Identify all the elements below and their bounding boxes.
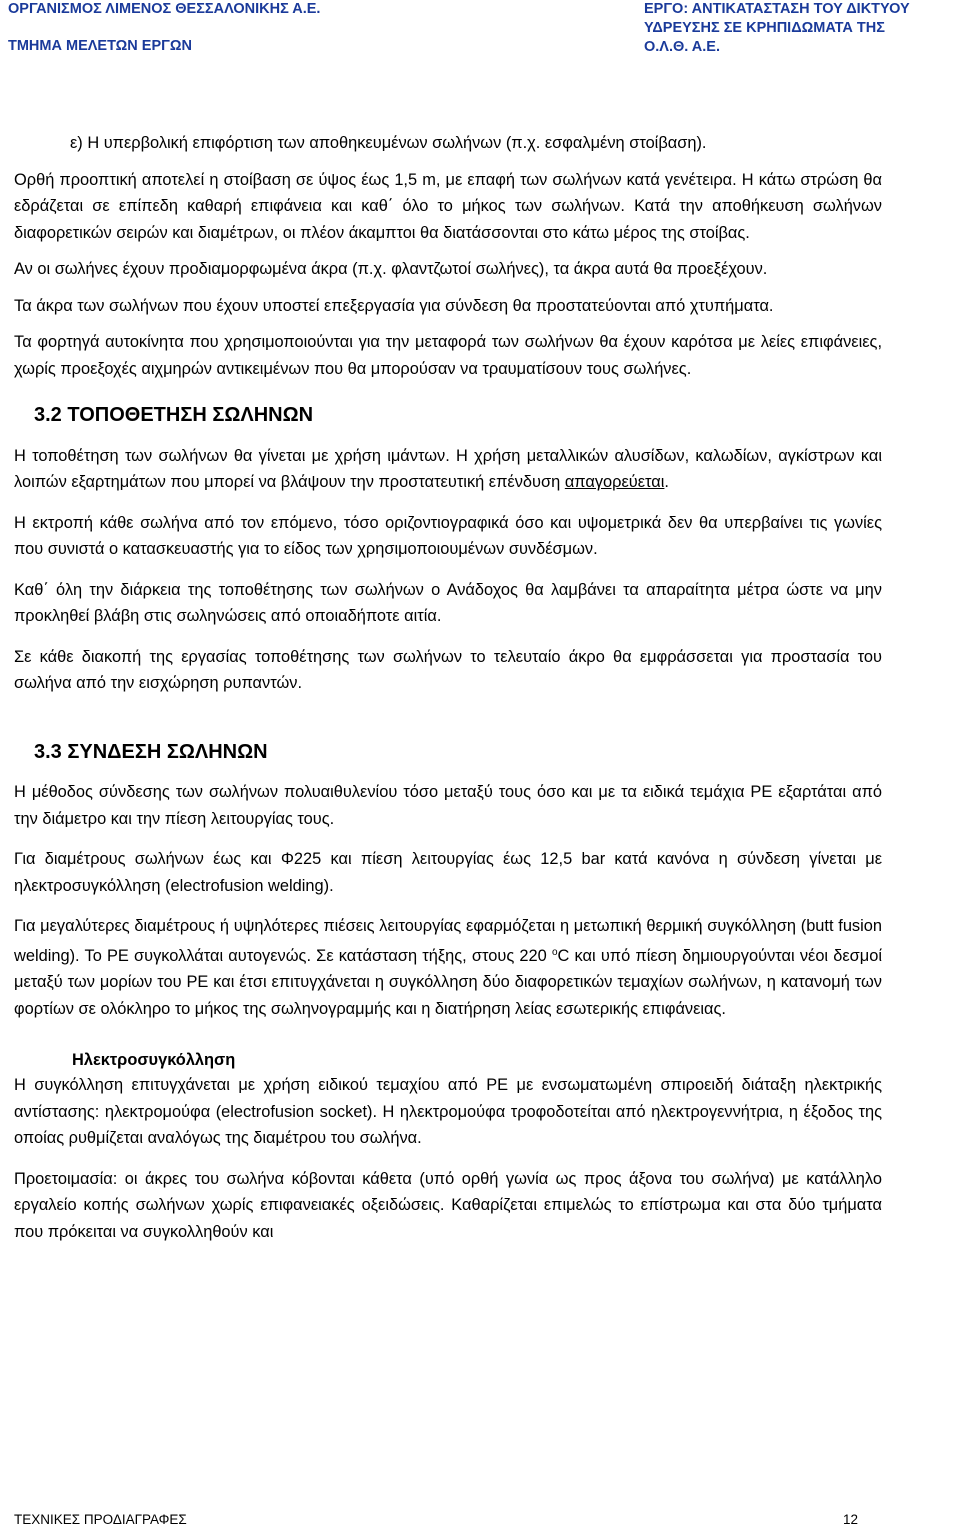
- paragraph-end-protection: Τα άκρα των σωλήνων που έχουν υποστεί επεξεργασία για σύνδεση θα προστατεύονται από χτυπήματα.: [14, 296, 774, 315]
- page-header: [0, 0, 960, 62]
- paragraph-butt-fusion: [14, 913, 882, 1022]
- paragraph-trucks: Τα φορτηγά αυτοκίνητα που χρησιμοποιούνται για την μεταφορά των σωλήνων θα έχουν καρότσα με λείες επιφάνειες, χωρίς προεξοχές αιχμηρών αντικειμένων που θα μπορούσαν να τραυματίσουν τους σωλήνες.: [14, 333, 882, 378]
- page-number: 12: [842, 1512, 858, 1527]
- paragraph-pipe-ends: Αν οι σωλήνες έχουν προδιαμορφωμένα άκρα (π.χ. φλαντζωτοί σωλήνες), τα άκρα αυτά θα προεξέχουν.: [14, 260, 768, 278]
- placement-period: .: [664, 473, 669, 491]
- paragraph-contractor: Καθ΄ όλη την διάρκεια της τοποθέτησης των σωλήνων ο Ανάδοχος θα λαμβάνει τα απαραίτητα μέτρα ώστε να μην προκληθεί βλάβη στις σωληνώσεις από οποιαδήποτε αιτία.: [14, 580, 882, 625]
- project-title-line-1: ΕΡΓΟ: ΑΝΤΙΚΑΤΑΣΤΑΣΗ ΤΟΥ ΔΙΚΤΥΟΥ: [644, 1, 910, 17]
- page-footer: [14, 1512, 858, 1527]
- subheading-electrofusion: Ηλεκτροσυγκόλληση: [72, 1051, 236, 1069]
- document-body: [14, 130, 882, 1245]
- section-heading-3-3: 3.3 ΣΥΝΔΕΣΗ ΣΩΛΗΝΩΝ: [34, 740, 268, 763]
- header-right: [644, 0, 910, 57]
- prohibited-word: απαγορεύεται: [564, 473, 665, 491]
- paragraph-connection-method: Η μέθοδος σύνδεσης των σωλήνων πολυαιθυλενίου τόσο μεταξύ τους όσο και με τα ειδικά τεμάχια PE εξαρτάται από την διάμετρο και την πίεση λειτουργίας τους.: [14, 783, 882, 828]
- paragraph-deflection: Η εκτροπή κάθε σωλήνα από τον επόμενο, τόσο οριζοντιογραφικά όσο και υψομετρικά δεν θα υπερβαίνει τις γωνίες που συνιστά ο κατασκευαστής για το είδος των χρησιμοποιουμένων συνδέσμων.: [14, 513, 882, 558]
- footer-title: ΤΕΧΝΙΚΕΣ ΠΡΟΔΙΑΓΡΑΦΕΣ: [14, 1512, 187, 1527]
- paragraph-electrofusion-socket: Η συγκόλληση επιτυγχάνεται με χρήση ειδικού τεμαχίου από PE με ενσωματωμένη σπιροειδή διάταξη ηλεκτρικής αντίστασης: ηλεκτρομούφα (electrofusion socket). Η ηλεκτρομούφα τροφοδοτείται από ηλεκτρογεννήτρια, η έξοδος της οποίας ρυθμίζεται αναλόγως της διαμέτρου του σωλήνα.: [14, 1076, 882, 1147]
- header-left: [8, 0, 320, 56]
- paragraph-stacking: Ορθή προοπτική αποτελεί η στοίβαση σε ύψος έως 1,5 m, με επαφή των σωλήνων κατά γενέτειρα. Η κάτω στρώση θα εδράζεται σε επίπεδη καθαρή επιφάνεια και καθ΄ όλο το μήκος των σωλήνων. Κατά την αποθήκευση σωλήνων διαφορετικών σειρών και διαμέτρων, οι πλέον άκαμπτοι θα διατάσσονται στο κάτω μέρος της στοίβας.: [14, 170, 882, 242]
- paragraph-interruption: Σε κάθε διακοπή της εργασίας τοποθέτησης των σωλήνων το τελευταίο άκρο θα εμφράσσεται για προστασία του σωλήνα από την εισχώρηση ρυπαντών.: [14, 647, 882, 692]
- paragraph-electrofusion: Για διαμέτρους σωλήνων έως και Φ225 και πίεση λειτουργίας έως 12,5 bar κατά κανόνα η σύνδεση γίνεται με ηλεκτροσυγκόλληση (electrofusion welding).: [14, 850, 882, 895]
- degree-superscript: o: [551, 946, 558, 958]
- project-title-line-3: Ο.Λ.Θ. Α.Ε.: [644, 39, 721, 55]
- section-heading-3-2: 3.2 ΤΟΠΟΘΕΤΗΣΗ ΣΩΛΗΝΩΝ: [34, 404, 314, 426]
- butt-fusion-text-b: C και υπό πίεση δημιουργούνται νέοι δεσμοί μεταξύ των μορίων του PE και έτσι επιτυγχάνεται η συγκόλληση δύο διαφορετικών τεμαχίων σωλήνων, η κατανομή των φορτίων σε ολόκληρο το μήκος της σωληνογραμμής και η διατήρηση λείας εσωτερικής επιφάνειας.: [14, 946, 883, 1018]
- org-name: ΟΡΓΑΝΙΣΜΟΣ ΛΙΜΕΝΟΣ ΘΕΣΣΑΛΟΝΙΚΗΣ Α.Ε.: [8, 1, 321, 17]
- list-item-e: ε) Η υπερβολική επιφόρτιση των αποθηκευμένων σωλήνων (π.χ. εσφαλμένη στοίβαση).: [70, 134, 707, 152]
- placement-text: Η τοποθέτηση των σωλήνων θα γίνεται με χρήση ιμάντων. Η χρήση μεταλλικών αλυσίδων, καλωδίων, αγκίστρων και λοιπών εξαρτημάτων που μπορεί να βλάψουν την προστατευτική επένδυση: [14, 446, 882, 491]
- paragraph-preparation: Προετοιμασία: οι άκρες του σωλήνα κόβονται κάθετα (υπό ορθή γωνία ως προς άξονα του σωλήνα) με κατάλληλο εργαλείο κοπής σωλήνων χωρίς επιφανειακές οξειδώσεις. Καθαρίζεται επιμελώς το επίστρωμα και στα δύο τμήματα που πρόκειται να συγκολληθούν και: [14, 1169, 882, 1241]
- paragraph-placement: [14, 443, 882, 496]
- project-title-line-2: ΥΔΡΕΥΣΗΣ ΣΕ ΚΡΗΠΙΔΩΜΑΤΑ ΤΗΣ: [644, 20, 885, 36]
- butt-fusion-text-a: Για μεγαλύτερες διαμέτρους ή υψηλότερες πιέσεις λειτουργίας εφαρμόζεται η μετωπική θερμική συγκόλληση (butt fusion welding). Το PE συγκολλάται αυτογενώς. Σε κατάσταση τήξης, στους 220: [14, 917, 882, 965]
- department-name: ΤΜΗΜΑ ΜΕΛΕΤΩΝ ΕΡΓΩΝ: [8, 38, 192, 54]
